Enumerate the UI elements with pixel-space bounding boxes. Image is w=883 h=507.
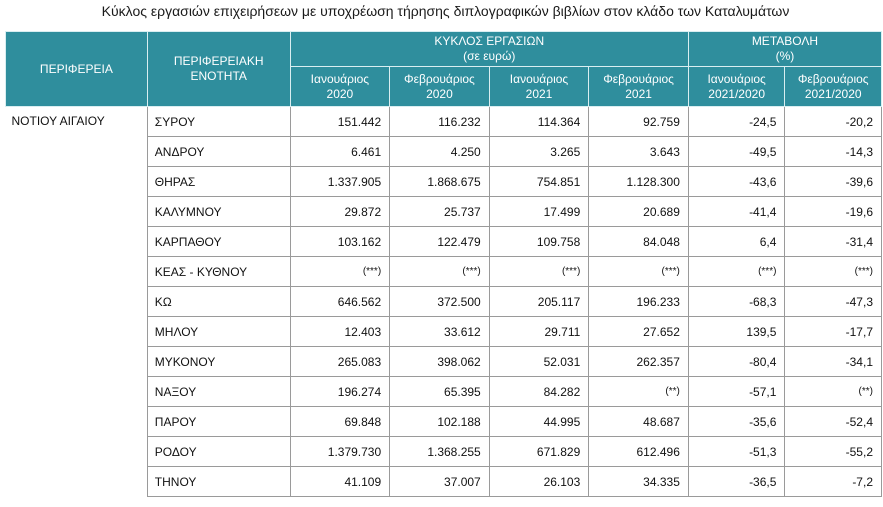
turnover-table <box>5 31 882 497</box>
header-change-group <box>688 32 881 67</box>
turnover-value-cell: 6.461 <box>290 137 390 167</box>
header-month: Ιανουάριος <box>509 71 569 86</box>
turnover-value-cell: 12.403 <box>290 317 390 347</box>
header-region: ΠΕΡΙΦΕΡΕΙΑ <box>6 32 148 107</box>
turnover-value-cell: 29.711 <box>489 317 589 347</box>
change-value-cell: -35,6 <box>688 407 785 437</box>
change-value-cell: 6,4 <box>688 227 785 257</box>
header-month: Ιανουάριος <box>707 71 766 86</box>
turnover-value-cell: 1.337.905 <box>290 167 390 197</box>
turnover-value-cell: 34.335 <box>589 467 689 497</box>
header-month: Φεβρουάριος <box>797 71 869 86</box>
regional-unit-cell: ΘΗΡΑΣ <box>147 167 290 197</box>
regional-unit-cell: ΤΗΝΟΥ <box>147 467 290 497</box>
turnover-value-cell: 4.250 <box>390 137 490 167</box>
change-value-cell: -68,3 <box>688 287 785 317</box>
turnover-value-cell: 26.103 <box>489 467 589 497</box>
header-year: 2021/2020 <box>708 86 766 101</box>
header-month: Φεβρουάριος <box>603 71 674 86</box>
turnover-value-cell: 44.995 <box>489 407 589 437</box>
header-regional-unit: ΠΕΡΙΦΕΡΕΙΑΚΗ ΕΝΟΤΗΤΑ <box>147 32 290 107</box>
turnover-value-cell: 151.442 <box>290 107 390 137</box>
turnover-value-cell: 84.048 <box>589 227 689 257</box>
regional-unit-cell: ΑΝΔΡΟΥ <box>147 137 290 167</box>
turnover-value-cell: (***) <box>589 257 689 287</box>
change-value-cell: (***) <box>785 257 882 287</box>
turnover-value-cell: 196.274 <box>290 377 390 407</box>
change-value-cell: -24,5 <box>688 107 785 137</box>
turnover-value-cell: 17.499 <box>489 197 589 227</box>
regional-unit-cell: ΣΥΡΟΥ <box>147 107 290 137</box>
change-value-cell: -80,4 <box>688 347 785 377</box>
header-turnover-col-2 <box>390 67 490 107</box>
header-turnover-col-1 <box>290 67 390 107</box>
change-value-cell: -36,5 <box>688 467 785 497</box>
change-value-cell: (***) <box>688 257 785 287</box>
turnover-value-cell: 33.612 <box>390 317 490 347</box>
header-turnover-col-4 <box>589 67 689 107</box>
turnover-value-cell: 205.117 <box>489 287 589 317</box>
turnover-value-cell: 116.232 <box>390 107 490 137</box>
change-value-cell: -47,3 <box>785 287 882 317</box>
turnover-value-cell: 27.652 <box>589 317 689 347</box>
header-turnover-unit: (σε ευρώ) <box>463 49 516 64</box>
turnover-value-cell: 196.233 <box>589 287 689 317</box>
turnover-value-cell: 398.062 <box>390 347 490 377</box>
turnover-value-cell: 37.007 <box>390 467 490 497</box>
turnover-value-cell: 1.868.675 <box>390 167 490 197</box>
regional-unit-cell: ΚΕΑΣ - ΚΥΘΝΟΥ <box>147 257 290 287</box>
change-value-cell: -19,6 <box>785 197 882 227</box>
turnover-value-cell: 48.687 <box>589 407 689 437</box>
table-title: Κύκλος εργασιών επιχειρήσεων με υποχρέωση τήρησης διπλογραφικών βιβλίων στον κλάδο των Καταλυμάτων <box>101 3 790 19</box>
header-year: 2021 <box>625 86 652 101</box>
change-value-cell: -49,5 <box>688 137 785 167</box>
turnover-value-cell: 612.496 <box>589 437 689 467</box>
turnover-value-cell: 671.829 <box>489 437 589 467</box>
change-value-cell: -51,3 <box>688 437 785 467</box>
turnover-value-cell: 754.851 <box>489 167 589 197</box>
change-value-cell: -14,3 <box>785 137 882 167</box>
turnover-value-cell: 29.872 <box>290 197 390 227</box>
change-value-cell: -31,4 <box>785 227 882 257</box>
regional-unit-cell: ΠΑΡΟΥ <box>147 407 290 437</box>
change-value-cell: 139,5 <box>688 317 785 347</box>
header-change-col-1 <box>688 67 785 107</box>
turnover-value-cell: (***) <box>489 257 589 287</box>
turnover-value-cell: (**) <box>589 377 689 407</box>
header-turnover-col-3 <box>489 67 589 107</box>
change-value-cell: -7,2 <box>785 467 882 497</box>
turnover-value-cell: 25.737 <box>390 197 490 227</box>
header-change-unit: (%) <box>775 49 795 64</box>
change-value-cell: (**) <box>785 377 882 407</box>
turnover-value-cell: 65.395 <box>390 377 490 407</box>
regional-unit-cell: ΚΑΡΠΑΘΟΥ <box>147 227 290 257</box>
turnover-value-cell: 1.368.255 <box>390 437 490 467</box>
regional-unit-cell: ΚΑΛΥΜΝΟΥ <box>147 197 290 227</box>
turnover-value-cell: 372.500 <box>390 287 490 317</box>
regional-unit-cell: ΜΥΚΟΝΟΥ <box>147 347 290 377</box>
header-year: 2020 <box>426 86 453 101</box>
turnover-value-cell: 1.379.730 <box>290 437 390 467</box>
turnover-value-cell: 84.282 <box>489 377 589 407</box>
turnover-value-cell: (***) <box>290 257 390 287</box>
turnover-value-cell: 92.759 <box>589 107 689 137</box>
turnover-value-cell: 3.643 <box>589 137 689 167</box>
regional-unit-cell: ΚΩ <box>147 287 290 317</box>
change-value-cell: -34,1 <box>785 347 882 377</box>
turnover-value-cell: 646.562 <box>290 287 390 317</box>
change-value-cell: -20,2 <box>785 107 882 137</box>
change-value-cell: -55,2 <box>785 437 882 467</box>
change-value-cell: -52,4 <box>785 407 882 437</box>
turnover-value-cell: 102.188 <box>390 407 490 437</box>
turnover-value-cell: 1.128.300 <box>589 167 689 197</box>
turnover-value-cell: 52.031 <box>489 347 589 377</box>
header-change-col-2 <box>785 67 882 107</box>
regional-unit-cell: ΝΑΞΟΥ <box>147 377 290 407</box>
header-change-label: ΜΕΤΑΒΟΛΗ <box>751 34 819 49</box>
header-turnover-group <box>290 32 688 67</box>
change-value-cell: -17,7 <box>785 317 882 347</box>
turnover-value-cell: 3.265 <box>489 137 589 167</box>
region-cell: ΝΟΤΙΟΥ ΑΙΓΑΙΟΥ <box>6 107 148 497</box>
header-month: Φεβρουάριος <box>404 71 475 86</box>
header-month: Ιανουάριος <box>310 71 370 86</box>
turnover-value-cell: 103.162 <box>290 227 390 257</box>
regional-unit-cell: ΜΗΛΟΥ <box>147 317 290 347</box>
change-value-cell: -41,4 <box>688 197 785 227</box>
turnover-value-cell: (***) <box>390 257 490 287</box>
regional-unit-cell: ΡΟΔΟΥ <box>147 437 290 467</box>
header-year: 2021/2020 <box>804 86 862 101</box>
change-value-cell: -43,6 <box>688 167 785 197</box>
turnover-value-cell: 69.848 <box>290 407 390 437</box>
turnover-value-cell: 122.479 <box>390 227 490 257</box>
change-value-cell: -57,1 <box>688 377 785 407</box>
turnover-value-cell: 114.364 <box>489 107 589 137</box>
turnover-value-cell: 109.758 <box>489 227 589 257</box>
header-year: 2021 <box>525 86 553 101</box>
change-value-cell: -39,6 <box>785 167 882 197</box>
turnover-value-cell: 20.689 <box>589 197 689 227</box>
table-body <box>6 107 882 497</box>
turnover-value-cell: 262.357 <box>589 347 689 377</box>
header-turnover-label: ΚΥΚΛΟΣ ΕΡΓΑΣΙΩΝ <box>434 34 545 49</box>
turnover-value-cell: 265.083 <box>290 347 390 377</box>
table-row <box>6 107 882 137</box>
turnover-value-cell: 41.109 <box>290 467 390 497</box>
header-year: 2020 <box>326 86 354 101</box>
